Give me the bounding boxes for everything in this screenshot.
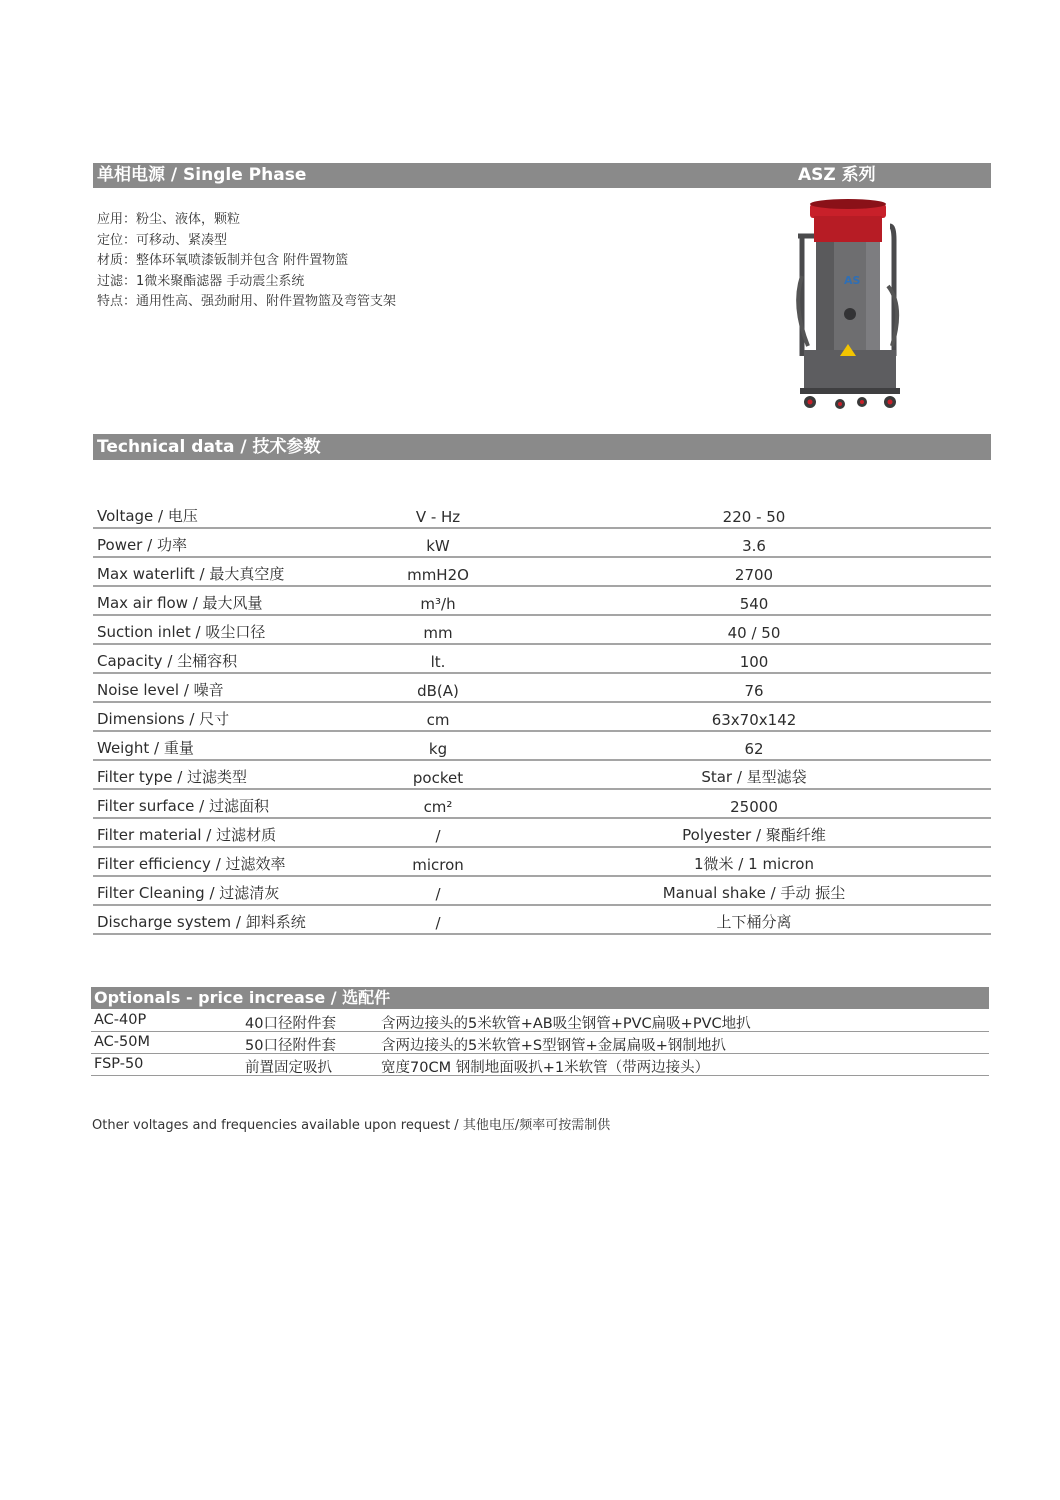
spec-unit: cm bbox=[426, 711, 450, 729]
table-row bbox=[93, 645, 991, 674]
table-row bbox=[91, 1032, 989, 1054]
spec-name: Suction inlet / 吸尘口径 bbox=[97, 623, 266, 641]
feature-characteristics: 特点：通用性高、强劲耐用、附件置物篮及弯管支架 bbox=[97, 294, 397, 309]
spec-value: 25000 bbox=[730, 798, 778, 816]
spec-value: 62 bbox=[744, 740, 764, 758]
spec-value: 540 bbox=[739, 595, 769, 613]
section-title: 单相电源 / Single Phase bbox=[97, 165, 307, 185]
option-description: 含两边接头的5米软管+S型钢管+金属扁吸+钢制地扒 bbox=[381, 1038, 726, 1054]
spec-unit: lt. bbox=[430, 653, 446, 671]
feature-filtration: 过滤：1微米聚酯滤器 手动震尘系统 bbox=[97, 273, 305, 289]
table-row bbox=[93, 558, 991, 587]
table-row bbox=[91, 1054, 989, 1076]
spec-name: Max air flow / 最大风量 bbox=[97, 594, 263, 612]
table-row bbox=[93, 529, 991, 558]
series-label: ASZ 系列 bbox=[798, 165, 876, 185]
vacuum-cleaner-image bbox=[788, 196, 908, 416]
spec-value: 3.6 bbox=[742, 537, 766, 555]
option-description: 含两边接头的5米软管+AB吸尘钢管+PVC扁吸+PVC地扒 bbox=[381, 1016, 751, 1032]
spec-value: 220 - 50 bbox=[722, 508, 786, 526]
spec-value: Manual shake / 手动 振尘 bbox=[662, 884, 846, 902]
technical-data-table bbox=[93, 500, 991, 935]
svg-text:AS: AS bbox=[844, 274, 861, 287]
spec-unit: / bbox=[435, 885, 441, 903]
spec-name: Max waterlift / 最大真空度 bbox=[97, 565, 285, 583]
spec-value: Polyester / 聚酯纤维 bbox=[682, 826, 826, 844]
section-header-technical-data bbox=[93, 434, 991, 460]
spec-value: 76 bbox=[744, 682, 764, 700]
spec-name: Voltage / 电压 bbox=[97, 507, 198, 525]
spec-unit: micron bbox=[412, 856, 464, 874]
footnote: Other voltages and frequencies available upon request / 其他电压/频率可按需制供 bbox=[92, 1118, 611, 1133]
option-name: 50口径附件套 bbox=[245, 1038, 336, 1054]
spec-value: 40 / 50 bbox=[727, 624, 781, 642]
table-row bbox=[93, 732, 991, 761]
table-row bbox=[93, 674, 991, 703]
feature-material: 材质：整体环氧喷漆钣制并包含 附件置物篮 bbox=[97, 253, 349, 268]
option-code: AC-40P bbox=[94, 1012, 147, 1028]
table-row bbox=[93, 906, 991, 935]
spec-unit: / bbox=[435, 914, 441, 932]
spec-unit: kW bbox=[426, 537, 450, 555]
spec-name: Weight / 重量 bbox=[97, 739, 194, 757]
table-row bbox=[93, 500, 991, 529]
spec-unit: dB(A) bbox=[417, 682, 459, 700]
spec-value: Star / 星型滤袋 bbox=[701, 768, 807, 786]
section-title: Optionals - price increase / 选配件 bbox=[94, 988, 391, 1007]
spec-name: Filter Cleaning / 过滤清灰 bbox=[97, 884, 280, 902]
spec-value: 1微米 / 1 micron bbox=[694, 855, 814, 873]
table-row bbox=[93, 819, 991, 848]
table-row bbox=[91, 1010, 989, 1032]
spec-name: Filter type / 过滤类型 bbox=[97, 768, 248, 786]
optionals-table bbox=[91, 1010, 989, 1076]
table-row bbox=[93, 761, 991, 790]
spec-unit: mm bbox=[423, 624, 453, 642]
spec-unit: cm² bbox=[423, 798, 453, 816]
feature-list bbox=[97, 210, 396, 313]
spec-unit: kg bbox=[428, 740, 448, 758]
spec-name: Dimensions / 尺寸 bbox=[97, 710, 230, 728]
section-header-optionals bbox=[91, 987, 989, 1009]
option-name: 40口径附件套 bbox=[245, 1016, 336, 1032]
option-code: FSP-50 bbox=[94, 1056, 144, 1072]
spec-unit: / bbox=[435, 827, 441, 845]
feature-application: 应用：粉尘、液体，颗粒 bbox=[97, 212, 241, 227]
table-row bbox=[93, 877, 991, 906]
table-row bbox=[93, 790, 991, 819]
spec-name: Capacity / 尘桶容积 bbox=[97, 652, 238, 670]
option-name: 前置固定吸扒 bbox=[245, 1060, 332, 1076]
spec-name: Noise level / 噪音 bbox=[97, 681, 224, 699]
table-row bbox=[93, 848, 991, 877]
spec-value: 63x70x142 bbox=[711, 711, 797, 729]
spec-name: Power / 功率 bbox=[97, 536, 187, 554]
spec-name: Discharge system / 卸料系统 bbox=[97, 913, 306, 931]
spec-unit: V - Hz bbox=[415, 508, 461, 526]
spec-value: 2700 bbox=[734, 566, 774, 584]
option-description: 宽度70CM 钢制地面吸扒+1米软管（带两边接头） bbox=[381, 1060, 710, 1076]
spec-unit: mmH2O bbox=[407, 566, 469, 584]
table-row bbox=[93, 703, 991, 732]
spec-value: 100 bbox=[739, 653, 769, 671]
table-row bbox=[93, 616, 991, 645]
spec-name: Filter surface / 过滤面积 bbox=[97, 797, 269, 815]
table-row bbox=[93, 587, 991, 616]
option-code: AC-50M bbox=[94, 1034, 150, 1050]
spec-name: Filter efficiency / 过滤效率 bbox=[97, 855, 286, 873]
spec-value: 上下桶分离 bbox=[716, 913, 792, 931]
spec-name: Filter material / 过滤材质 bbox=[97, 826, 277, 844]
section-title: Technical data / 技术参数 bbox=[97, 437, 321, 457]
section-header-single-phase bbox=[93, 163, 991, 188]
feature-positioning: 定位：可移动、紧凑型 bbox=[97, 232, 228, 248]
spec-unit: pocket bbox=[412, 769, 464, 787]
spec-unit: m³/h bbox=[420, 595, 456, 613]
